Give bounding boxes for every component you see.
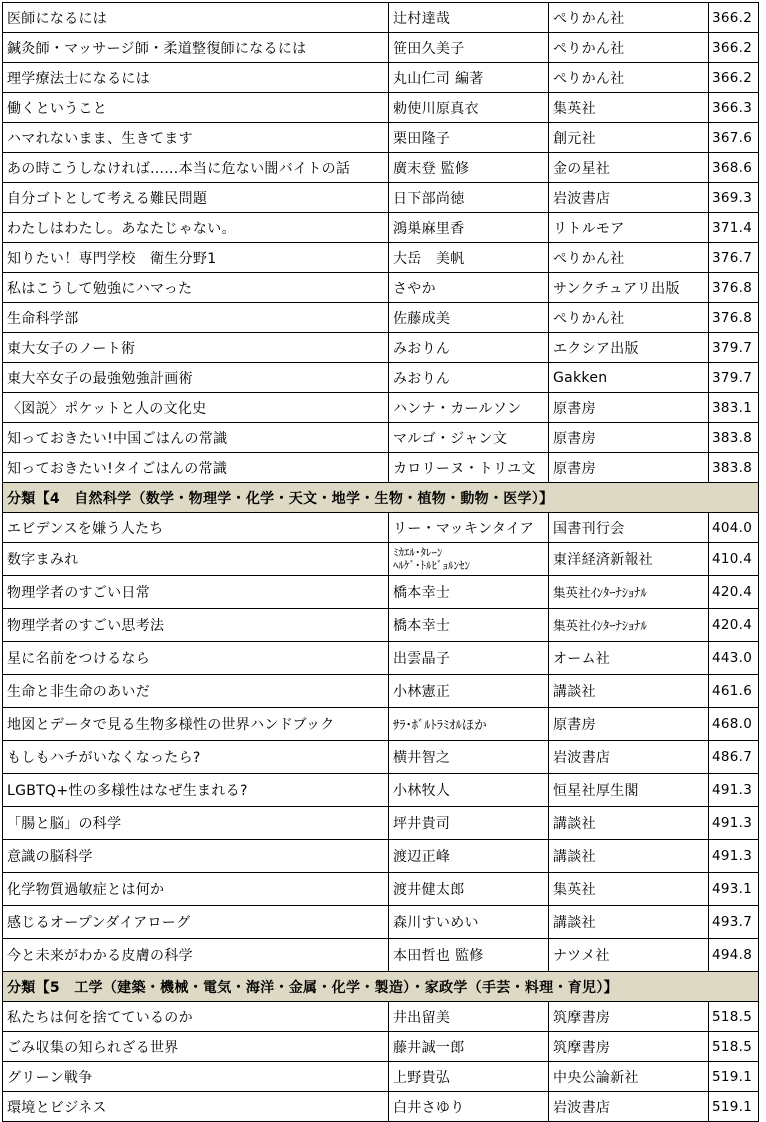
table-row (3, 33, 759, 63)
classification-number: 367.6 (709, 123, 759, 153)
table-row (3, 243, 759, 273)
classification-number: 461.6 (709, 675, 759, 708)
book-author: リー・マッキンタイア (389, 513, 549, 543)
book-title: LGBTQ+性の多様性はなぜ生まれる? (3, 774, 389, 807)
book-author: 辻村達哉 (389, 3, 549, 33)
book-publisher: ぺりかん社 (549, 3, 709, 33)
classification-number: 491.3 (709, 807, 759, 840)
book-publisher: リトルモア (549, 213, 709, 243)
book-author: 渡井健太郎 (389, 873, 549, 906)
table-row (3, 906, 759, 939)
book-author: みおりん (389, 363, 549, 393)
book-author: 本田哲也 監修 (389, 939, 549, 972)
book-author: 橋本幸士 (389, 576, 549, 609)
book-author: 渡辺正峰 (389, 840, 549, 873)
book-title: 働くということ (3, 93, 389, 123)
section-header-row (3, 483, 759, 513)
book-title: 私はこうして勉強にハマった (3, 273, 389, 303)
book-publisher: 原書房 (549, 453, 709, 483)
book-title: 〈図説〉ポケットと人の文化史 (3, 393, 389, 423)
classification-number: 519.1 (709, 1092, 759, 1122)
book-publisher: ぺりかん社 (549, 303, 709, 333)
book-author: 井出留美 (389, 1002, 549, 1032)
classification-number: 486.7 (709, 741, 759, 774)
book-author: 小林牧人 (389, 774, 549, 807)
table-row (3, 1032, 759, 1062)
book-author: 藤井誠一郎 (389, 1032, 549, 1062)
book-publisher: 恒星社厚生閣 (549, 774, 709, 807)
book-title: エビデンスを嫌う人たち (3, 513, 389, 543)
book-publisher: ぺりかん社 (549, 243, 709, 273)
section-header-row (3, 972, 759, 1002)
book-publisher: サンクチュアリ出版 (549, 273, 709, 303)
classification-number: 379.7 (709, 363, 759, 393)
book-title: ごみ収集の知られざる世界 (3, 1032, 389, 1062)
table-row (3, 1062, 759, 1092)
table-row (3, 1092, 759, 1122)
table-row (3, 609, 759, 642)
book-title: 知っておきたい!中国ごはんの常識 (3, 423, 389, 453)
classification-number: 366.3 (709, 93, 759, 123)
classification-number: 519.1 (709, 1062, 759, 1092)
book-author: 大岳 美帆 (389, 243, 549, 273)
book-publisher: 筑摩書房 (549, 1032, 709, 1062)
book-author: 日下部尚徳 (389, 183, 549, 213)
book-publisher: 集英社ｲﾝﾀｰﾅｼｮﾅﾙ (549, 576, 709, 609)
book-author: 出雲晶子 (389, 642, 549, 675)
book-publisher: 岩波書店 (549, 1092, 709, 1122)
book-publisher: 集英社ｲﾝﾀｰﾅｼｮﾅﾙ (549, 609, 709, 642)
table-row (3, 873, 759, 906)
book-author: みおりん (389, 333, 549, 363)
table-row (3, 807, 759, 840)
book-publisher: 講談社 (549, 675, 709, 708)
book-list-table (2, 2, 759, 1122)
book-author: さやか (389, 273, 549, 303)
classification-number: 376.8 (709, 273, 759, 303)
classification-number: 518.5 (709, 1002, 759, 1032)
table-row (3, 642, 759, 675)
table-row (3, 333, 759, 363)
book-title: 知っておきたい!タイごはんの常識 (3, 453, 389, 483)
book-title: 物理学者のすごい思考法 (3, 609, 389, 642)
classification-number: 379.7 (709, 333, 759, 363)
table-row (3, 3, 759, 33)
book-publisher: Gakken (549, 363, 709, 393)
classification-number: 376.8 (709, 303, 759, 333)
book-title: 意識の脳科学 (3, 840, 389, 873)
book-title: 生命と非生命のあいだ (3, 675, 389, 708)
book-author-line: ﾍﾙｹﾞ･ﾄﾙﾋﾞｮﾙﾝｾﾝ (393, 559, 470, 572)
classification-number: 493.1 (709, 873, 759, 906)
book-author: 笹田久美子 (389, 33, 549, 63)
book-list-sheet (2, 2, 758, 1122)
book-publisher: 創元社 (549, 123, 709, 153)
table-row (3, 93, 759, 123)
book-publisher: ナツメ社 (549, 939, 709, 972)
book-title: 物理学者のすごい日常 (3, 576, 389, 609)
book-author: 白井さゆり (389, 1092, 549, 1122)
classification-number: 518.5 (709, 1032, 759, 1062)
table-row (3, 543, 759, 576)
table-row (3, 774, 759, 807)
classification-number: 383.8 (709, 453, 759, 483)
book-publisher: エクシア出版 (549, 333, 709, 363)
book-publisher: 東洋経済新報社 (549, 543, 709, 576)
book-publisher: オーム社 (549, 642, 709, 675)
book-title: 鍼灸師・マッサージ師・柔道整復師になるには (3, 33, 389, 63)
classification-number: 443.0 (709, 642, 759, 675)
book-title: 今と未来がわかる皮膚の科学 (3, 939, 389, 972)
classification-number: 383.8 (709, 423, 759, 453)
table-row (3, 741, 759, 774)
book-author: 坪井貴司 (389, 807, 549, 840)
book-publisher: 講談社 (549, 840, 709, 873)
book-author: ｻﾗ･ﾎﾞﾙﾄﾗﾐｵﾙほか (389, 708, 549, 741)
book-author: 廣末登 監修 (389, 153, 549, 183)
classification-number: 366.2 (709, 33, 759, 63)
classification-number: 371.4 (709, 213, 759, 243)
book-publisher: 講談社 (549, 906, 709, 939)
table-row (3, 183, 759, 213)
book-title: 地図とデータで見る生物多様性の世界ハンドブック (3, 708, 389, 741)
table-row (3, 303, 759, 333)
book-publisher: 岩波書店 (549, 183, 709, 213)
classification-number: 369.3 (709, 183, 759, 213)
book-title: グリーン戦争 (3, 1062, 389, 1092)
book-author: マルゴ・ジャン文 (389, 423, 549, 453)
table-row (3, 273, 759, 303)
table-row (3, 423, 759, 453)
classification-number: 383.1 (709, 393, 759, 423)
book-author: 鴻巣麻里香 (389, 213, 549, 243)
book-title: 理学療法士になるには (3, 63, 389, 93)
section-header-5: 分類【5 工学（建築・機械・電気・海洋・金属・化学・製造）・家政学（手芸・料理・育児）】 (3, 972, 759, 1002)
table-row (3, 393, 759, 423)
table-row (3, 153, 759, 183)
book-author (389, 543, 549, 576)
book-title: 私たちは何を捨てているのか (3, 1002, 389, 1032)
table-row (3, 63, 759, 93)
book-author: カロリーヌ・トリユ文 (389, 453, 549, 483)
table-row (3, 840, 759, 873)
book-title: 自分ゴトとして考える難民問題 (3, 183, 389, 213)
book-publisher: 原書房 (549, 708, 709, 741)
book-title: 感じるオープンダイアローグ (3, 906, 389, 939)
classification-number: 494.8 (709, 939, 759, 972)
table-row (3, 1002, 759, 1032)
book-title: あの時こうしなければ……本当に危ない闇バイトの話 (3, 153, 389, 183)
book-author-line: ﾐｶｴﾙ･ﾀﾚｰﾝ (393, 546, 443, 559)
table-row (3, 708, 759, 741)
book-title: 医師になるには (3, 3, 389, 33)
book-publisher: 原書房 (549, 393, 709, 423)
book-author: 栗田隆子 (389, 123, 549, 153)
classification-number: 366.2 (709, 3, 759, 33)
book-author: 横井智之 (389, 741, 549, 774)
book-title: 知りたい！専門学校 衛生分野1 (3, 243, 389, 273)
book-title: 東大女子のノート術 (3, 333, 389, 363)
book-publisher: 講談社 (549, 807, 709, 840)
book-title: 生命科学部 (3, 303, 389, 333)
book-title: 化学物質過敏症とは何か (3, 873, 389, 906)
classification-number: 468.0 (709, 708, 759, 741)
table-row (3, 213, 759, 243)
table-row (3, 939, 759, 972)
section-header-4: 分類【4 自然科学（数学・物理学・化学・天文・地学・生物・植物・動物・医学）】 (3, 483, 759, 513)
table-row (3, 453, 759, 483)
book-title: 「腸と脳」の科学 (3, 807, 389, 840)
classification-number: 491.3 (709, 840, 759, 873)
book-publisher: 金の星社 (549, 153, 709, 183)
table-row (3, 675, 759, 708)
book-publisher: ぺりかん社 (549, 63, 709, 93)
book-author: ハンナ・カールソン (389, 393, 549, 423)
classification-number: 420.4 (709, 576, 759, 609)
book-title: 東大卒女子の最強勉強計画術 (3, 363, 389, 393)
table-row (3, 576, 759, 609)
book-title: もしもハチがいなくなったら? (3, 741, 389, 774)
book-author: 小林憲正 (389, 675, 549, 708)
book-publisher: 集英社 (549, 93, 709, 123)
book-publisher: ぺりかん社 (549, 33, 709, 63)
book-author: 丸山仁司 編著 (389, 63, 549, 93)
classification-number: 368.6 (709, 153, 759, 183)
book-publisher: 筑摩書房 (549, 1002, 709, 1032)
classification-number: 491.3 (709, 774, 759, 807)
book-author: 森川すいめい (389, 906, 549, 939)
book-publisher: 集英社 (549, 873, 709, 906)
book-publisher: 岩波書店 (549, 741, 709, 774)
book-title: 数字まみれ (3, 543, 389, 576)
table-row (3, 123, 759, 153)
classification-number: 410.4 (709, 543, 759, 576)
classification-number: 404.0 (709, 513, 759, 543)
book-author: 佐藤成美 (389, 303, 549, 333)
book-publisher: 原書房 (549, 423, 709, 453)
book-title: ハマれないまま、生きてます (3, 123, 389, 153)
book-title: 環境とビジネス (3, 1092, 389, 1122)
book-author: 上野貴弘 (389, 1062, 549, 1092)
table-row (3, 363, 759, 393)
book-title: 星に名前をつけるなら (3, 642, 389, 675)
book-author: 勅使川原真衣 (389, 93, 549, 123)
classification-number: 376.7 (709, 243, 759, 273)
classification-number: 493.7 (709, 906, 759, 939)
table-row (3, 513, 759, 543)
book-title: わたしはわたし。あなたじゃない。 (3, 213, 389, 243)
book-publisher: 中央公論新社 (549, 1062, 709, 1092)
classification-number: 366.2 (709, 63, 759, 93)
book-author: 橋本幸士 (389, 609, 549, 642)
classification-number: 420.4 (709, 609, 759, 642)
book-publisher: 国書刊行会 (549, 513, 709, 543)
